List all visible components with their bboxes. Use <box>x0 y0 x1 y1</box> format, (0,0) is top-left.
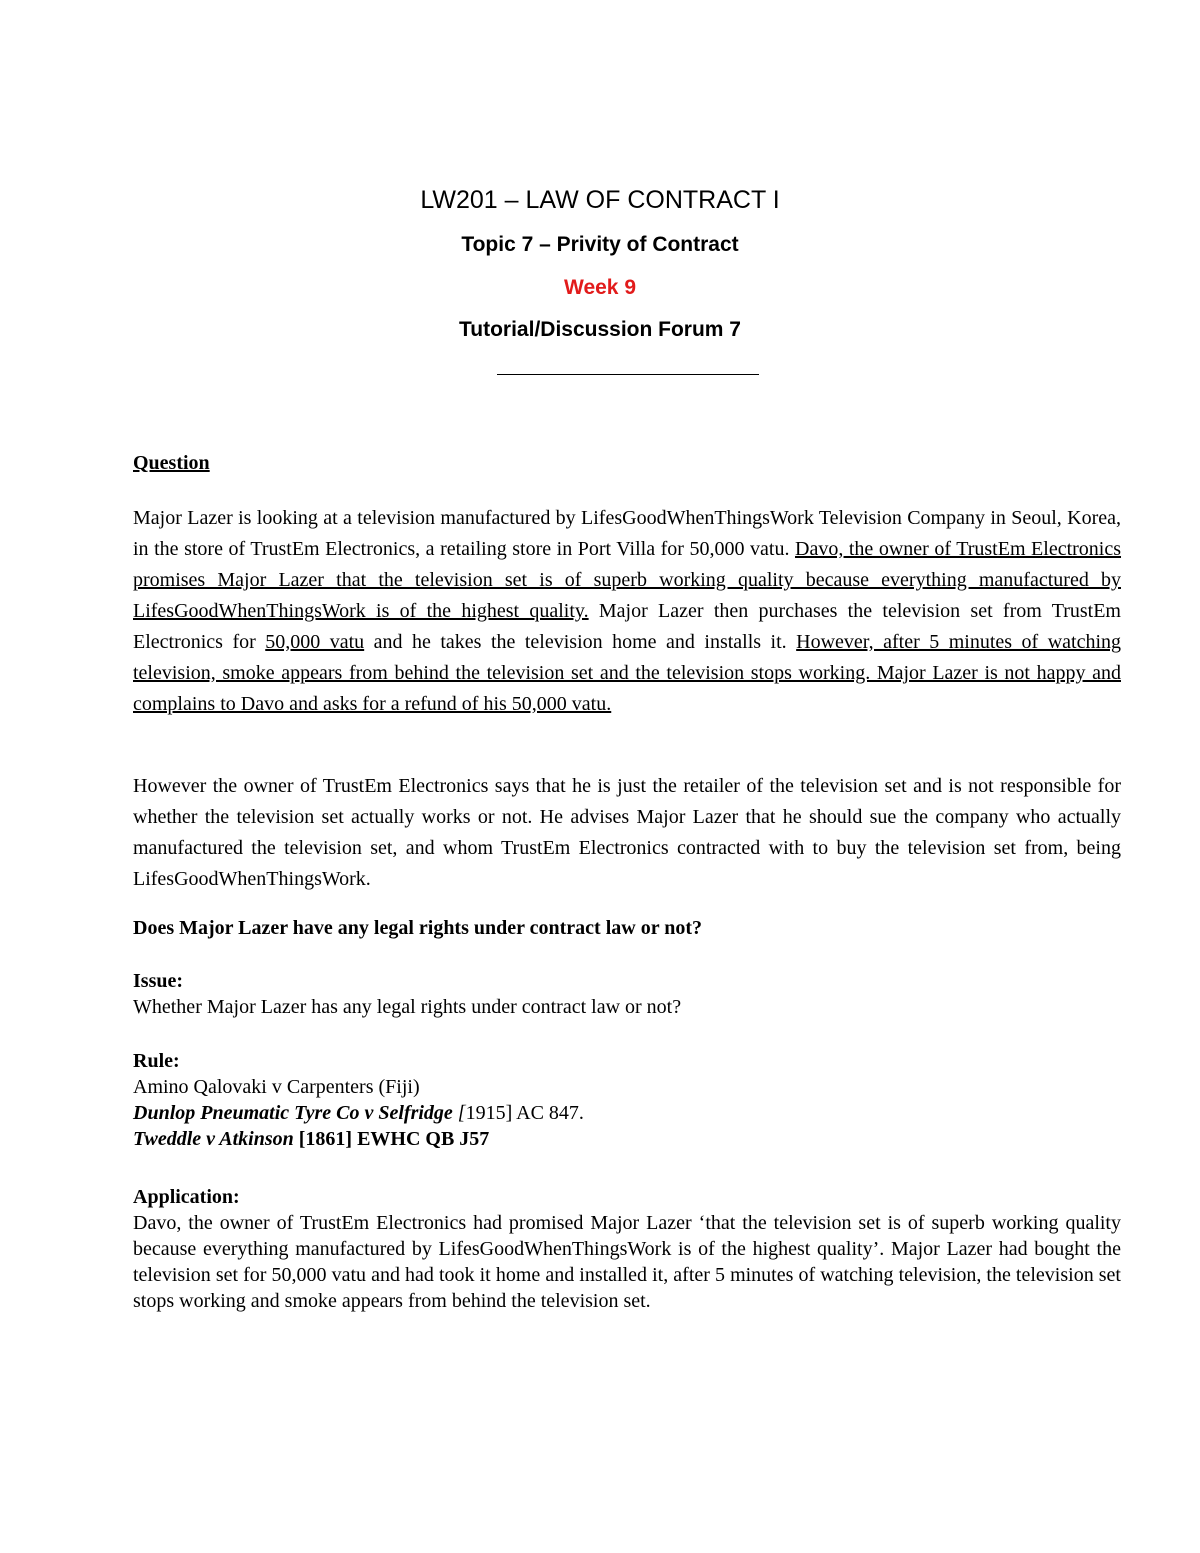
question-label: Question <box>133 452 210 474</box>
header-divider <box>497 374 759 375</box>
forum-heading: Tutorial/Discussion Forum 7 <box>459 318 741 341</box>
rule-case-3-name: Tweddle v Atkinson <box>133 1128 294 1150</box>
para1-text-3: and he takes the television home and installs it. <box>364 631 797 653</box>
rule-section <box>133 1048 1121 1152</box>
para1-underlined-price: 50,000 vatu <box>265 631 365 653</box>
issue-heading: Issue: <box>133 970 184 992</box>
rule-heading: Rule: <box>133 1050 180 1072</box>
para1-text-1: Major Lazer is looking at a television manufactured by LifesGoodWhenThingsWork Television Company in Seoul, Korea, in the store of TrustEm Electronics, a retailing store in Port Villa for 50,000 vatu. <box>133 507 1121 560</box>
rule-case-2-citation: 1915] AC 847. <box>465 1102 584 1124</box>
week-heading: Week 9 <box>564 276 636 299</box>
issue-section <box>133 968 1121 1020</box>
application-section <box>133 1184 1121 1314</box>
para1-underlined-failure: However, after 5 minutes of watching television, smoke appears from behind the television set and the television stops working. Major Lazer is not happy and complains to Davo and asks for a refund of his 50,000 vatu. <box>133 631 1122 715</box>
para1-underlined-promise: Davo, the owner of TrustEm Electronics promises Major Lazer that the television set is of superb working quality because everything manufactured by LifesGoodWhenThingsWork is of the highest quality. <box>133 538 1122 622</box>
para1-text-2: Major Lazer then purchases the television set from TrustEm Electronics for <box>133 600 1121 653</box>
rule-case-3 <box>133 1126 1121 1152</box>
question-paragraph-1 <box>133 503 1121 720</box>
rule-case-1: Amino Qalovaki v Carpenters (Fiji) <box>133 1076 420 1098</box>
application-heading: Application: <box>133 1186 240 1208</box>
rule-case-3-citation: [1861] EWHC QB J57 <box>293 1128 490 1150</box>
rule-case-2-name: Dunlop Pneumatic Tyre Co v Selfridge <box>133 1102 458 1124</box>
rule-case-2-bracket: [ <box>457 1102 466 1124</box>
question-prompt: Does Major Lazer have any legal rights under contract law or not? <box>133 917 703 939</box>
topic-heading: Topic 7 – Privity of Contract <box>461 233 739 256</box>
rule-case-2 <box>133 1100 1121 1126</box>
issue-text: Whether Major Lazer has any legal rights under contract law or not? <box>133 996 682 1018</box>
question-paragraph-2: However the owner of TrustEm Electronics says that he is just the retailer of the television set and is not responsible for whether the television set actually works or not. He advises Major Lazer that he should sue the company who actually manufactured the television set, and whom TrustEm Electronics contracted with to buy the television set from, being LifesGoodWhenThingsWork. <box>133 775 1121 890</box>
document-title: LW201 – LAW OF CONTRACT I <box>420 186 780 214</box>
application-text: Davo, the owner of TrustEm Electronics had promised Major Lazer ‘that the television set is of superb working quality because everything manufactured by LifesGoodWhenThingsWork is of the highest quality’. Major Lazer had bought the television set for 50,000 vatu and had took it home and installed it, after 5 minutes of watching television, the television set stops working and smoke appears from behind the television set. <box>133 1212 1121 1312</box>
